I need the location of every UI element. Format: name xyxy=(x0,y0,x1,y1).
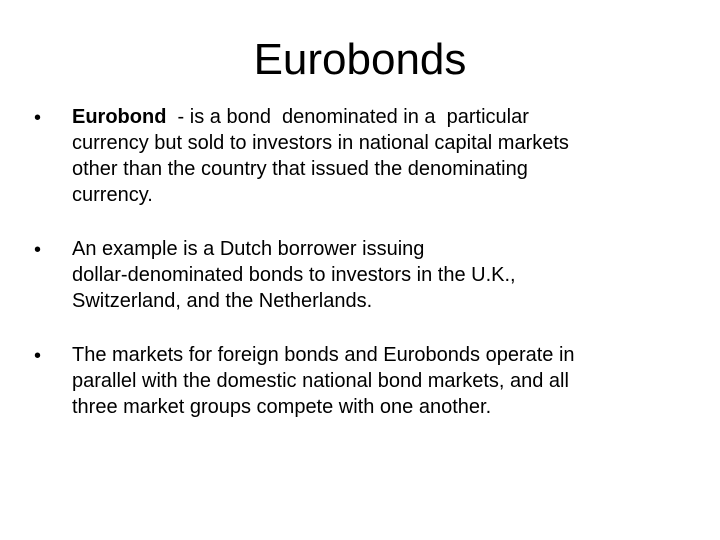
slide-title: Eurobonds xyxy=(253,35,467,84)
bullet-line: Switzerland, and the Netherlands. xyxy=(72,290,373,312)
bullet-line: parallel with the domestic national bond markets, and all xyxy=(72,370,569,392)
bullet-line: three market groups compete with one another. xyxy=(72,396,492,418)
bullet-line: currency. xyxy=(72,184,153,206)
bullet-term: Eurobond xyxy=(72,106,167,128)
bullet-list xyxy=(34,104,694,448)
bullet-item-eurobond-definition xyxy=(34,104,694,208)
bullet-item-markets-parallel xyxy=(34,342,694,420)
bullet-line: other than the country that issued the denominating xyxy=(72,158,528,180)
bullet-line-text: - is a bond denominated in a particular xyxy=(166,106,529,128)
bullet-line: currency but sold to investors in national capital markets xyxy=(72,132,569,154)
bullet-item-dutch-example xyxy=(34,236,694,314)
bullet-line: The markets for foreign bonds and Eurobonds operate in xyxy=(72,344,575,366)
bullet-line: An example is a Dutch borrower issuing xyxy=(72,238,425,260)
bullet-dot-icon: • xyxy=(34,239,42,261)
bullet-dot-icon: • xyxy=(34,107,42,129)
bullet-line xyxy=(72,104,694,130)
bullet-dot-icon: • xyxy=(34,345,42,367)
bullet-line: dollar-denominated bonds to investors in the U.K., xyxy=(72,264,516,286)
